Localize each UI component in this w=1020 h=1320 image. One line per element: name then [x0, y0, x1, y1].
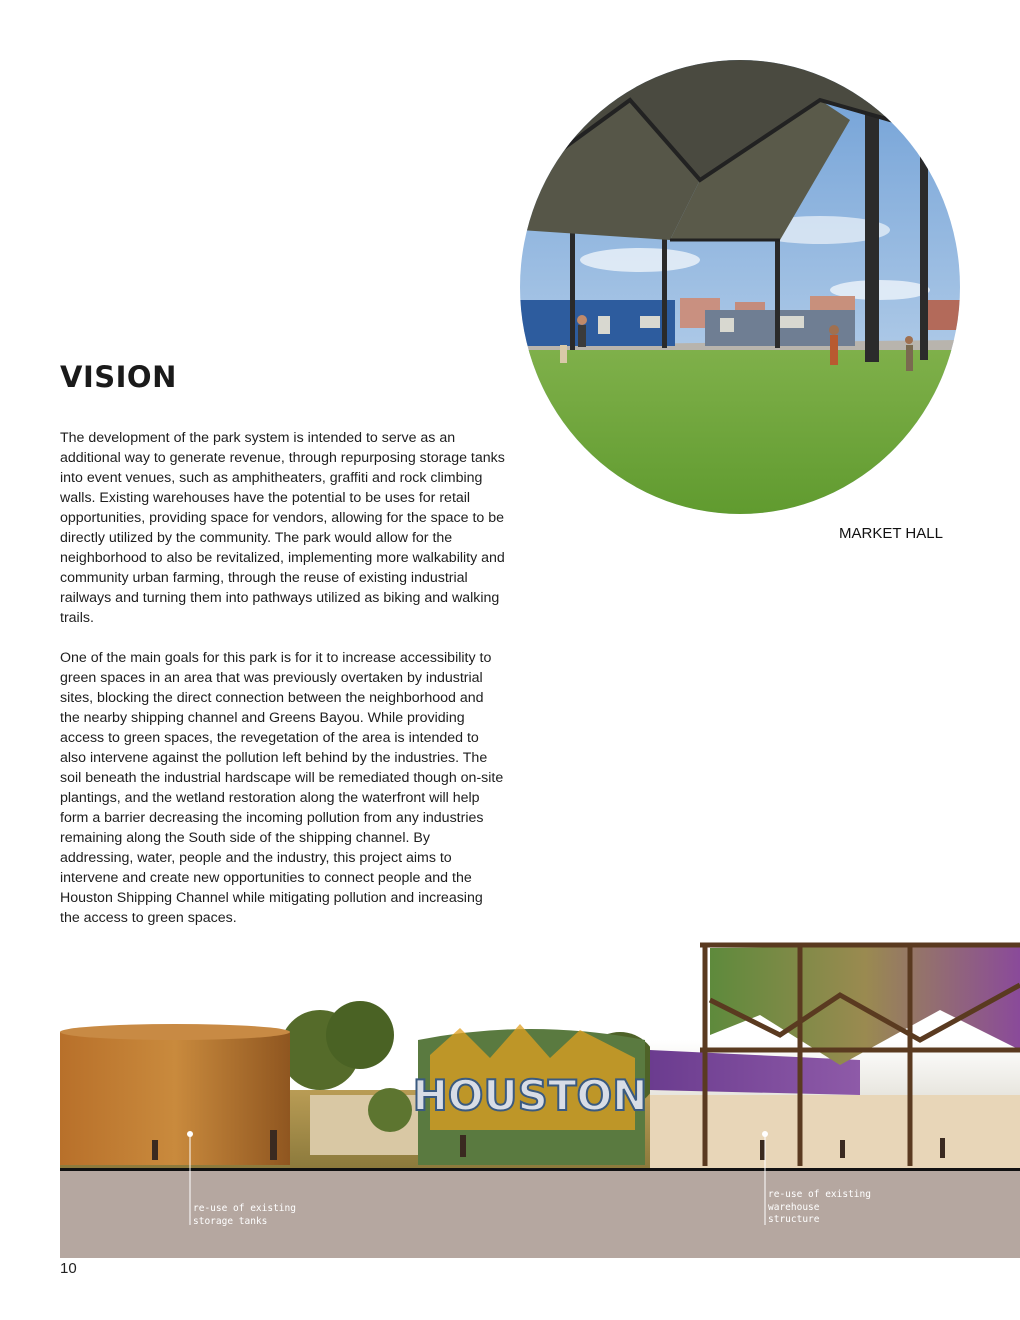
- market-hall-rendering: [520, 60, 960, 515]
- image-caption: MARKET HALL: [839, 525, 943, 542]
- body-paragraph-2: One of the main goals for this park is for it to increase accessibility to green spaces in an area that was previously overtaken by industrial sites, blocking the direct connection between the neighborhood and the nearby shipping channel and Greens Bayou. While providing access to green spaces, the revegetation of the area is intended to also intervene against the pollution left behind by the industries. The soil beneath the industrial hardscape will be remediated though on-site plantings, and the wetland restoration along the waterfront will help form a barrier decreasing the incoming pollution from any industries remaining along the South side of the shipping channel. By addressing, water, people and the industry, this project aims to intervene and create new opportunities to connect people and the Houston Shipping Channel while mitigating pollution and increasing the access to green spaces.: [60, 650, 504, 926]
- page-number: 10: [60, 1260, 77, 1277]
- site-section-illustration: [60, 940, 1020, 1260]
- page-heading: VISION: [60, 360, 177, 394]
- mural-text: HOUSTON: [412, 1071, 648, 1120]
- body-paragraph-1: The development of the park system is intended to serve as an additional way to generate revenue, through repurposing storage tanks into event venues, such as amphitheaters, graffiti and rock climbing walls. Existing warehouses have the potential to be uses for retail opportunities, providing space for vendors, allowing for the space to be directly utilized by the community. The park would allow for the neighborhood to also be revitalized, implementing more walkability and community urban farming, through the reuse of existing industrial railways and turning them into pathways utilized as biking and walking trails.: [60, 430, 505, 626]
- annotation-warehouse: re-use of existing warehouse structure: [768, 1189, 871, 1225]
- annotation-storage-tanks: re-use of existing storage tanks: [193, 1203, 296, 1227]
